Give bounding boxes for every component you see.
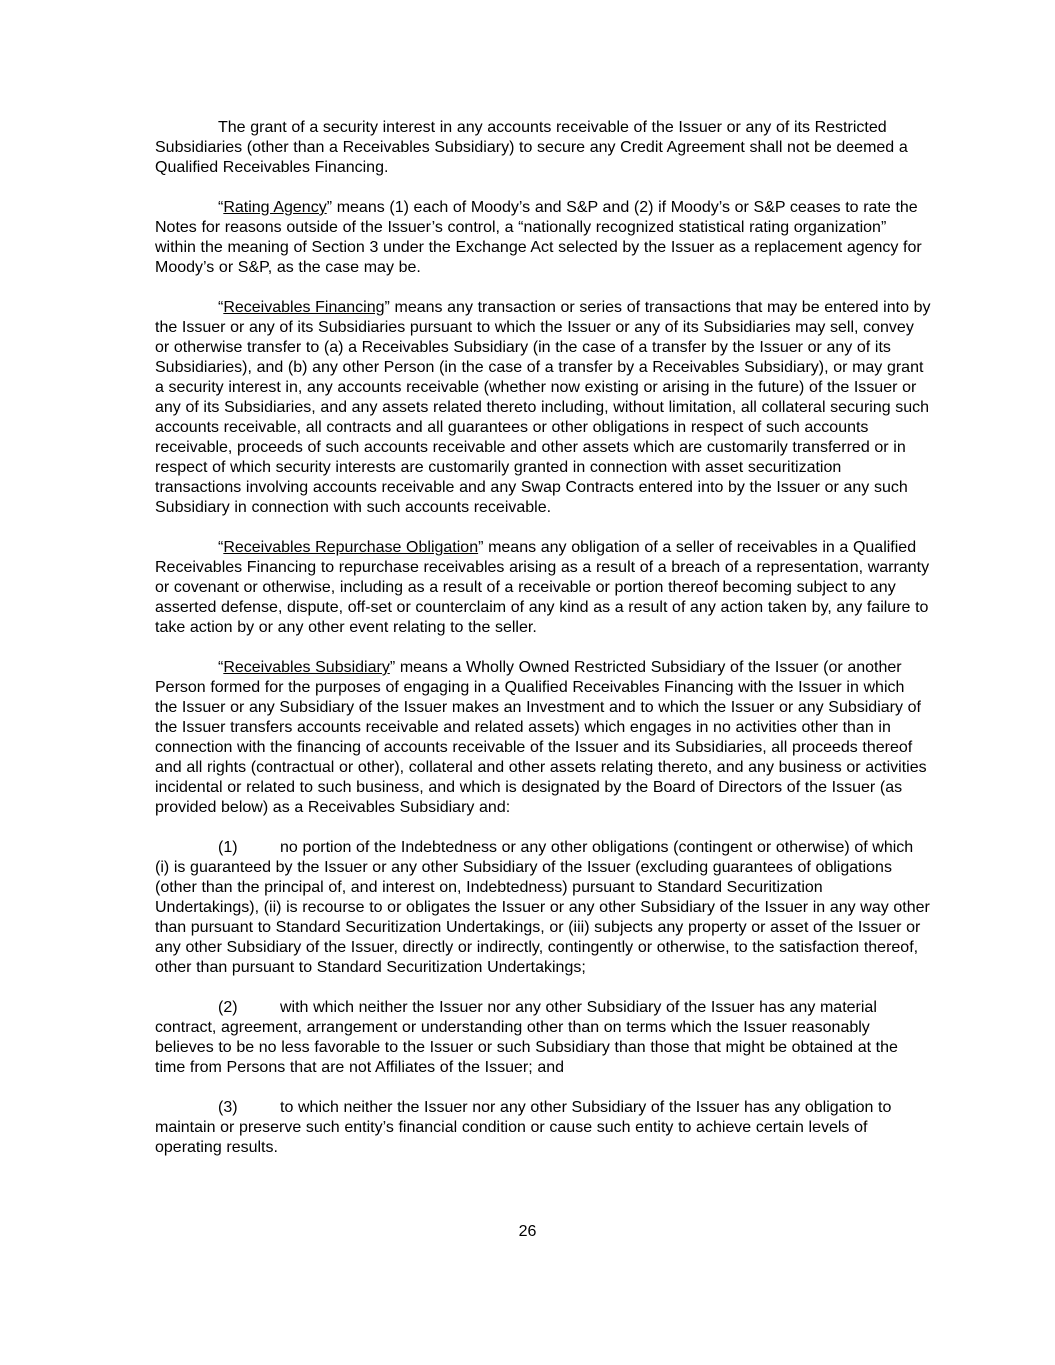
defined-term-rating-agency: Rating Agency bbox=[223, 199, 327, 216]
open-quote: “ bbox=[218, 539, 224, 556]
paragraph-clause-1 bbox=[155, 838, 931, 978]
paragraph-definition-receivables-repurchase-obligation bbox=[155, 538, 931, 638]
paragraph-text: no portion of the Indebtedness or any other obligations (contingent or otherwise) of which (i) is guaranteed by the Issuer or any other Subsidiary of the Issuer (excluding guarantees of obligations (other than the principal of, and interest on, Indebtedness) pursuant to Standard Securitization Undertakings), (ii) is recourse to or obligates the Issuer or any other Subsidiary of the Issuer in any way other than pursuant to Standard Securitization Undertakings, or (iii) subjects any property or asset of the Issuer or any other Subsidiary of the Issuer, directly or indirectly, contingently or otherwise, to the satisfaction thereof, other than pursuant to Standard Securitization Undertakings; bbox=[155, 839, 930, 976]
paragraph-clause-2 bbox=[155, 998, 931, 1078]
defined-term-receivables-subsidiary: Receivables Subsidiary bbox=[223, 659, 390, 676]
paragraph-text: to which neither the Issuer nor any other Subsidiary of the Issuer has any obligation to maintain or preserve such entity’s financial condition or cause such entity to achieve certain levels of operating results. bbox=[155, 1099, 892, 1156]
paragraph-definition-rating-agency bbox=[155, 198, 931, 278]
clause-number-3: (3) bbox=[218, 1099, 238, 1116]
paragraph-text: ” means (1) each of Moody’s and S&P and (2) if Moody’s or S&P ceases to rate the Notes for reasons outside of the Issuer’s control, a “nationally recognized statistical rating organization” within the meaning of Section 3 under the Exchange Act selected by the Issuer as a replacement agency for Moody’s or S&P, as the case may be. bbox=[155, 199, 922, 276]
page-number: 26 bbox=[518, 1223, 537, 1240]
open-quote: “ bbox=[218, 659, 224, 676]
open-quote: “ bbox=[218, 199, 224, 216]
paragraph-text: ” means a Wholly Owned Restricted Subsidiary of the Issuer (or another Person formed for the purposes of engaging in a Qualified Receivables Financing with the Issuer in which the Issuer or any Subsidiary of the Issuer makes an Investment and to which the Issuer or any Subsidiary of the Issuer transfers accounts receivable and related assets) which engages in no activities other than in connection with the financing of accounts receivable of the Issuer and its Subsidiaries, all proceeds thereof and all rights (contractual or other), collateral and other assets relating thereto, and any business or activities incidental or related to such business, and which is designated by the Board of Directors of the Issuer (as provided below) as a Receivables Subsidiary and: bbox=[155, 659, 927, 816]
paragraph-clause-3 bbox=[155, 1098, 931, 1158]
paragraph-definition-receivables-subsidiary bbox=[155, 658, 931, 818]
defined-term-receivables-repurchase-obligation: Receivables Repurchase Obligation bbox=[223, 539, 479, 556]
defined-term-receivables-financing: Receivables Financing bbox=[223, 299, 385, 316]
paragraph-text: ” means any transaction or series of transactions that may be entered into by the Issuer or any of its Subsidiaries pursuant to which the Issuer or any of its Subsidiaries may sell, convey or otherwise transfer to (a) a Receivables Subsidiary (in the case of a transfer by the Issuer or any of its Subsidiaries), and (b) any other Person (in the case of a transfer by a Receivables Subsidiary), or may grant a security interest in, any accounts receivable (whether now existing or arising in the future) of the Issuer or any of its Subsidiaries, and any assets related thereto including, without limitation, all collateral securing such accounts receivable, all contracts and all guarantees or other obligations in respect of such accounts receivable, proceeds of such accounts receivable and other assets which are customarily transferred or in respect of which security interests are customarily granted in connection with asset securitization transactions involving accounts receivable and any Swap Contracts entered into by the Issuer or any such Subsidiary in connection with such accounts receivable. bbox=[155, 299, 931, 516]
document-body bbox=[155, 118, 931, 1158]
paragraph-definition-receivables-financing bbox=[155, 298, 931, 518]
clause-number-1: (1) bbox=[218, 839, 238, 856]
open-quote: “ bbox=[218, 299, 224, 316]
paragraph-text: The grant of a security interest in any accounts receivable of the Issuer or any of its Restricted Subsidiaries (other than a Receivables Subsidiary) to secure any Credit Agreement shall not be deemed a Qualified Receivables Financing. bbox=[155, 119, 908, 176]
paragraph-text: with which neither the Issuer nor any other Subsidiary of the Issuer has any material contract, agreement, arrangement or understanding other than on terms which the Issuer reasonably believes to be no less favorable to the Issuer or such Subsidiary than those that might be obtained at the time from Persons that are not Affiliates of the Issuer; and bbox=[155, 999, 898, 1076]
clause-number-2: (2) bbox=[218, 999, 238, 1016]
paragraph-text: ” means any obligation of a seller of receivables in a Qualified Receivables Financing to repurchase receivables arising as a result of a breach of a representation, warranty or covenant or otherwise, including as a result of a receivable or portion thereof becoming subject to any asserted defense, dispute, off-set or counterclaim of any kind as a result of any action taken by, any failure to take action by or any other event relating to the seller. bbox=[155, 539, 930, 636]
paragraph-grant-of-security-interest bbox=[155, 118, 931, 178]
